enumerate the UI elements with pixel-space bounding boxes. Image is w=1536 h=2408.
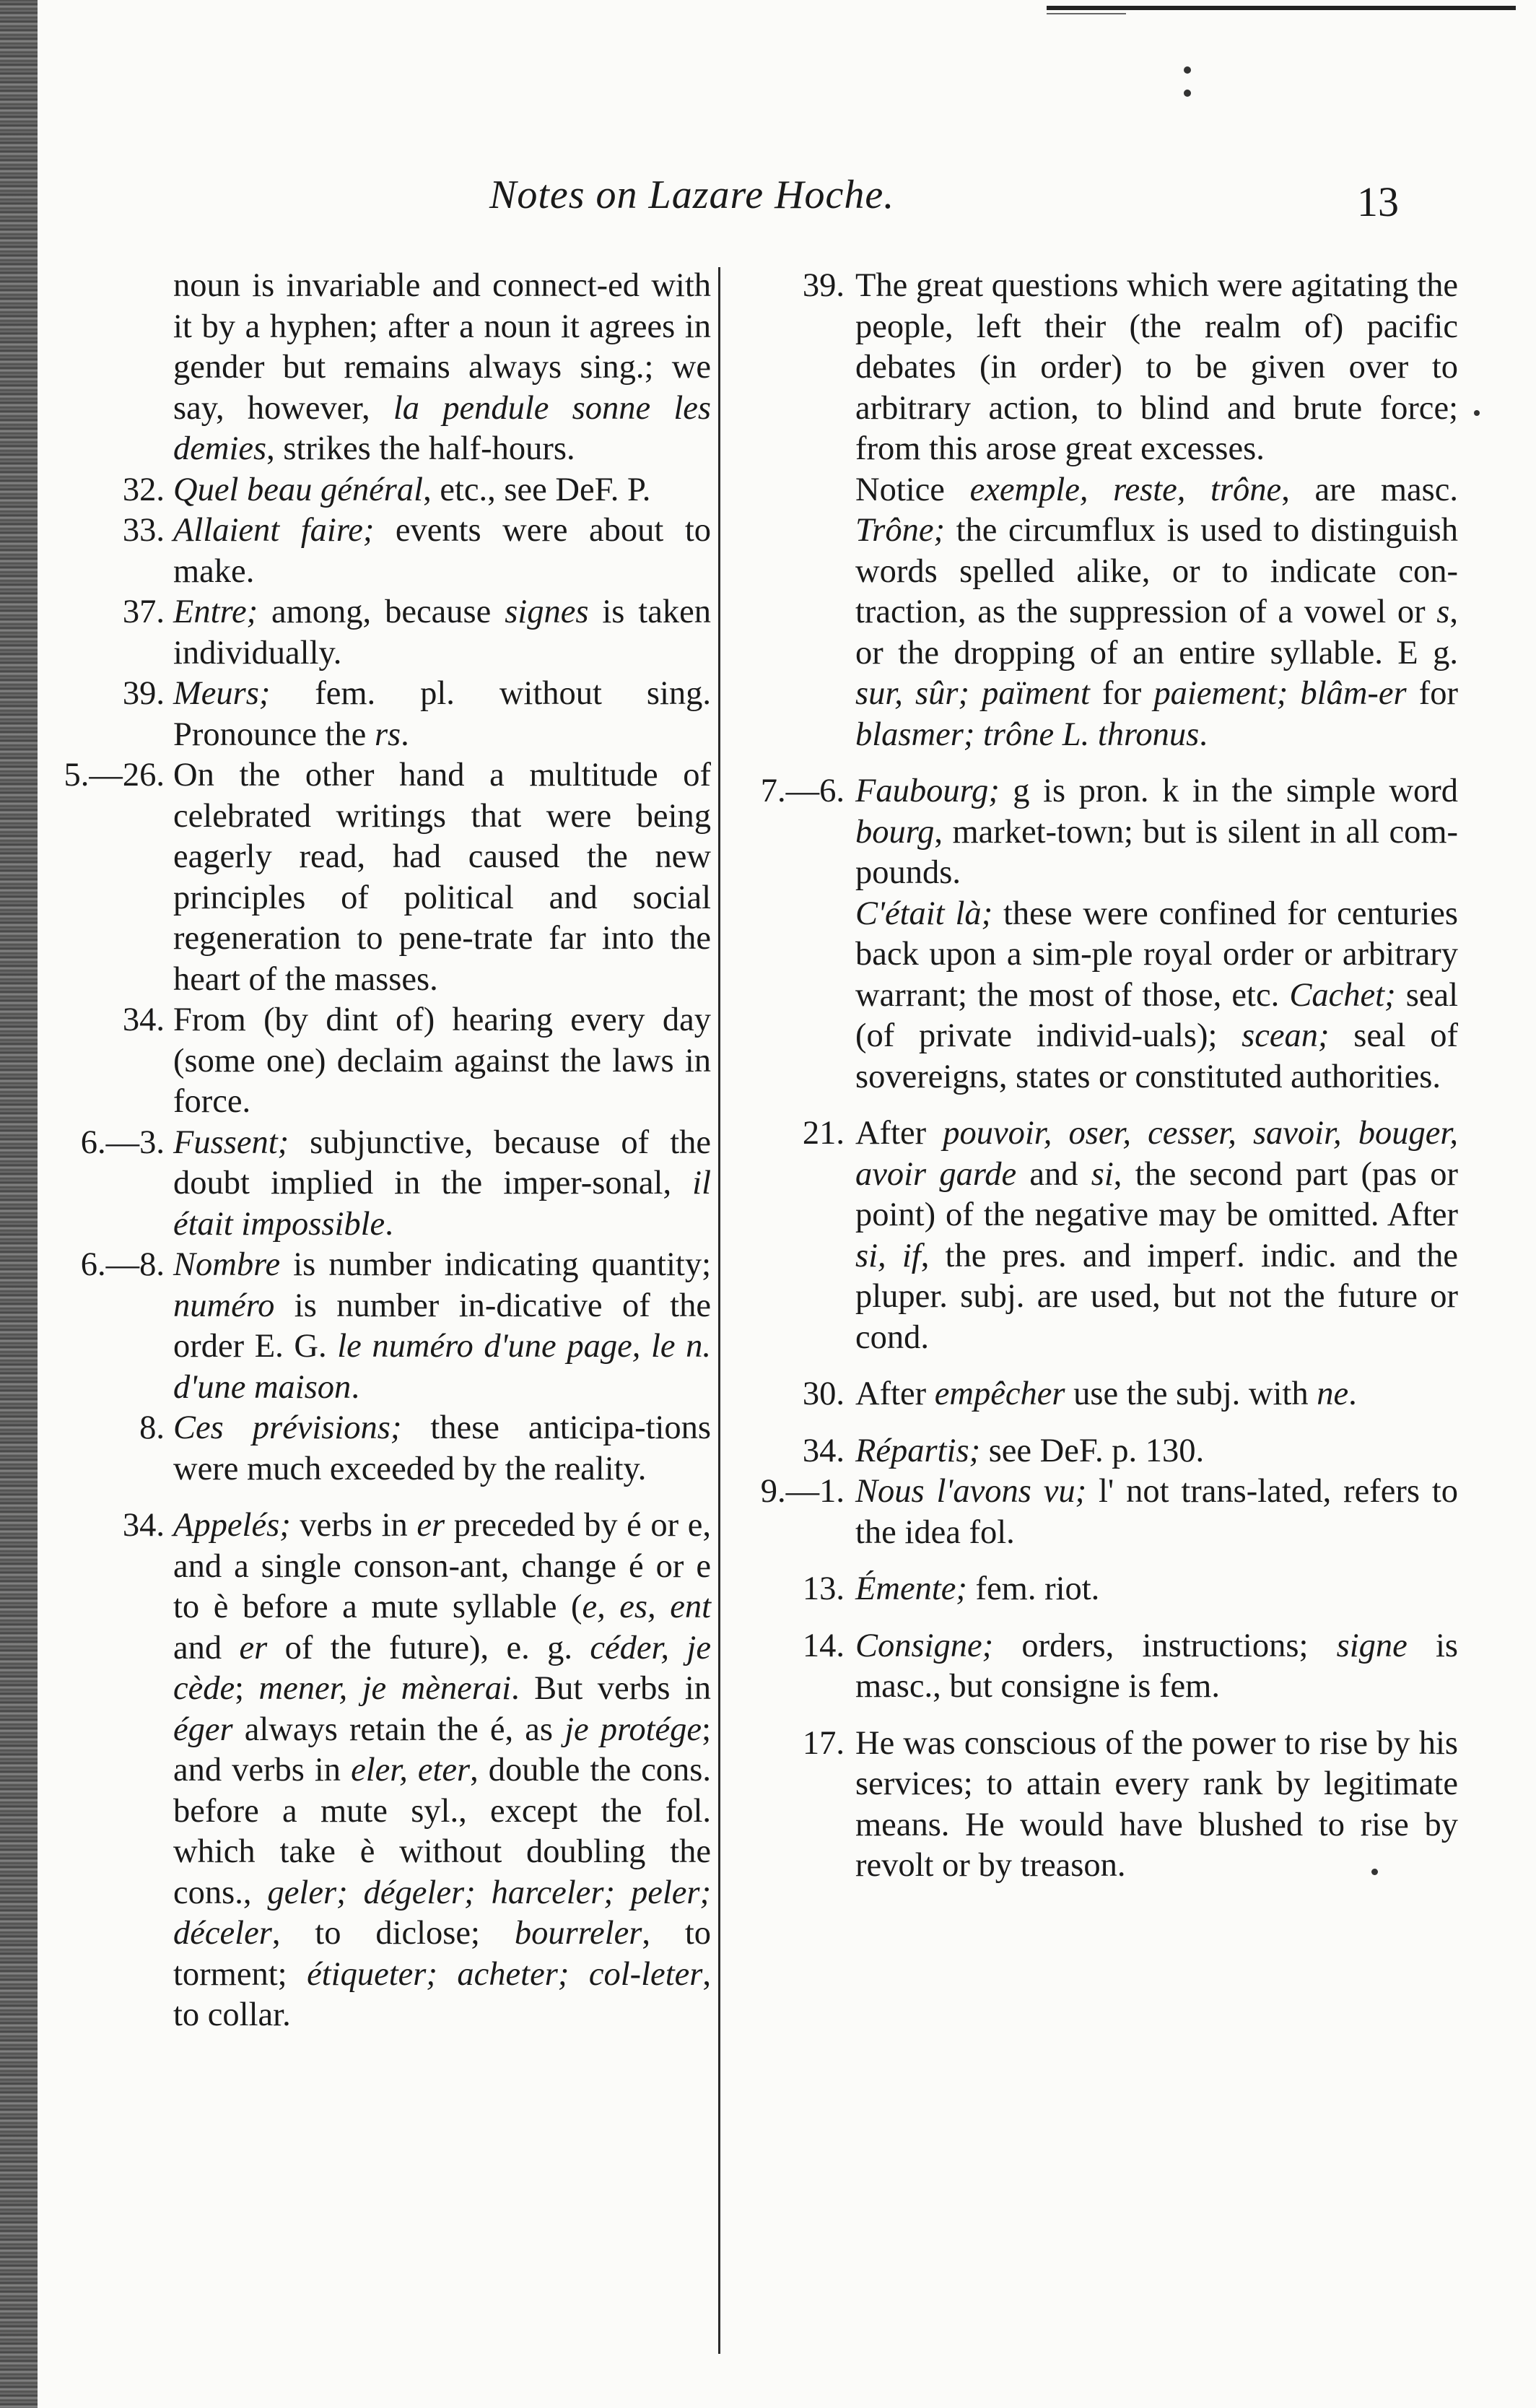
speck [1474, 410, 1480, 416]
note-text: From (by dint of) hearing every day (some one) declaim against the laws in force. [173, 1001, 711, 1120]
note-number: 21. [802, 1115, 845, 1152]
speck [1184, 90, 1191, 97]
note-text: Répartis; see DeF. p. 130. [855, 1432, 1205, 1469]
note-entry [729, 1626, 1458, 1708]
note-text: After pouvoir, oser, cesser, savoir, bouger, avoir garde and si, the second part (pas or point) of the negative may be omitted. After si, if, the pres. and imperf. indic. and the pluper. subj. are used, but not the future or cond. [855, 1115, 1459, 1356]
note-entry [43, 470, 711, 511]
note-entry [729, 1113, 1458, 1358]
note-number: 34. [802, 1432, 845, 1469]
note-number: 30. [802, 1375, 845, 1412]
note-text: Ces prévisions; these anticipa-tions were much exceeded by the reality. [173, 1409, 712, 1487]
note-text: After empêcher use the subj. with ne. [855, 1375, 1357, 1412]
note-number: 6.—3. [80, 1123, 165, 1161]
note-text: Quel beau général, etc., see DeF. P. [173, 471, 651, 508]
note-number: 13. [802, 1570, 845, 1607]
note-entry [43, 592, 711, 674]
note-number: 34. [122, 1001, 165, 1038]
right-column [729, 266, 1458, 1887]
note-number: 32. [122, 471, 165, 508]
note-continuation [729, 470, 1458, 756]
note-number: 6.—8. [80, 1246, 165, 1283]
top-rule-thin [1047, 13, 1126, 14]
note-number: 8. [139, 1409, 165, 1446]
note-text: Consigne; orders, instructions; signe is masc., but consigne is fem. [855, 1627, 1458, 1705]
note-entry [43, 510, 711, 592]
note-entry [729, 771, 1458, 894]
note-text: Fussent; subjunctive, because of the doubt implied in the imper-sonal, il était impossible. [173, 1123, 711, 1243]
note-number: 33. [122, 512, 165, 549]
column-divider [718, 267, 720, 2354]
note-text: noun is invariable and connect-ed with it by a hyphen; after a noun it agrees in gender but remains always sing.; we say, however, la pendule sonne les demies, strikes the half-hours. [173, 267, 711, 467]
top-rule [1047, 6, 1516, 10]
note-text: The great questions which were agitating the people, left their (the realm of) pacific debates (in order) to be given over to arbitrary action, to blind and brute force; from this arose great excesses. [855, 267, 1458, 467]
note-entry [729, 1569, 1458, 1610]
note-entry [43, 1123, 711, 1246]
note-continuation [729, 894, 1458, 1098]
page-number: 13 [1357, 178, 1399, 225]
left-column [43, 266, 711, 2036]
page-edge-shadow [0, 0, 38, 2408]
note-number: 17. [802, 1724, 845, 1762]
speck [1184, 66, 1191, 74]
note-entry [729, 1431, 1458, 1472]
note-text: Entre; among, because signes is taken individually. [173, 594, 711, 671]
note-entry [43, 1408, 711, 1490]
note-entry [729, 1724, 1458, 1887]
note-number: 14. [802, 1627, 845, 1664]
note-entry [43, 1245, 711, 1408]
note-entry [43, 1505, 711, 2036]
note-text: C'était là; these were confined for centuries back upon a sim-ple royal order or arbitrary warrant; the most of those, etc. Cachet; seal (of private individ-uals); scean; seal of sovereigns, states or constituted authorities. [855, 895, 1459, 1095]
note-text: Meurs; fem. pl. without sing. Pronounce the rs. [173, 675, 711, 753]
note-text: Allaient faire; events were about to make. [173, 512, 711, 590]
note-number: 34. [122, 1507, 165, 1544]
note-text: Faubourg; g is pron. k in the simple word bourg, market-town; but is silent in all com-pounds. [855, 773, 1458, 891]
running-title: Notes on Lazare Hoche. [489, 173, 895, 217]
note-text: Émente; fem. riot. [855, 1570, 1100, 1607]
note-entry [43, 266, 711, 470]
note-entry [729, 1374, 1458, 1415]
note-text: Nous l'avons vu; l' not trans-lated, refers to the idea fol. [855, 1473, 1458, 1551]
note-number: 39. [122, 675, 165, 712]
page-header [0, 172, 1536, 230]
note-number: 39. [802, 267, 845, 304]
note-entry [43, 755, 711, 1000]
note-number: 5.—26. [64, 757, 165, 794]
note-text: Appelés; verbs in er preceded by é or e, and a single conson-ant, change é or e to è before a mute syllable (e, es, ent and er of the future), e. g. céder, je cède; mener, je mènerai. But verbs in éger always retain the é, as je protége; and verbs in eler, eter, double the cons. before a mute syl., except the fol. which take è without doubling the cons., geler; dégeler; harceler; peler; déceler, to diclose; bourreler, to torment; étiqueter; acheter; col-leter, to collar. [173, 1507, 712, 2033]
note-text: On the other hand a multitude of celebrated writings that were being eagerly read, had caused the new principles of political and social regeneration to pene-trate far into the heart of the masses. [173, 757, 711, 998]
note-text: He was conscious of the power to rise by his services; to attain every rank by legitimate means. He would have blushed to rise by revolt or by treason. [855, 1724, 1458, 1884]
note-entry [43, 1000, 711, 1123]
note-number: 9.—1. [760, 1473, 845, 1510]
note-text: Notice exemple, reste, trône, are masc. Trône; the circumflux is used to distinguish words spelled alike, or to indicate con-traction, as the suppression of a vowel or s, or the dropping of an entire syllable. E g. sur, sûr; païment for paiement; blâm-er for blasmer; trône L. thronus. [855, 471, 1459, 753]
note-entry [729, 266, 1458, 470]
note-entry [729, 1472, 1458, 1553]
note-text: Nombre is number indicating quantity; numéro is number in-dicative of the order E. G. le numéro d'une page, le n. d'une maison. [173, 1246, 712, 1406]
note-number: 7.—6. [760, 773, 845, 809]
note-entry [43, 674, 711, 755]
note-number: 37. [122, 594, 165, 630]
